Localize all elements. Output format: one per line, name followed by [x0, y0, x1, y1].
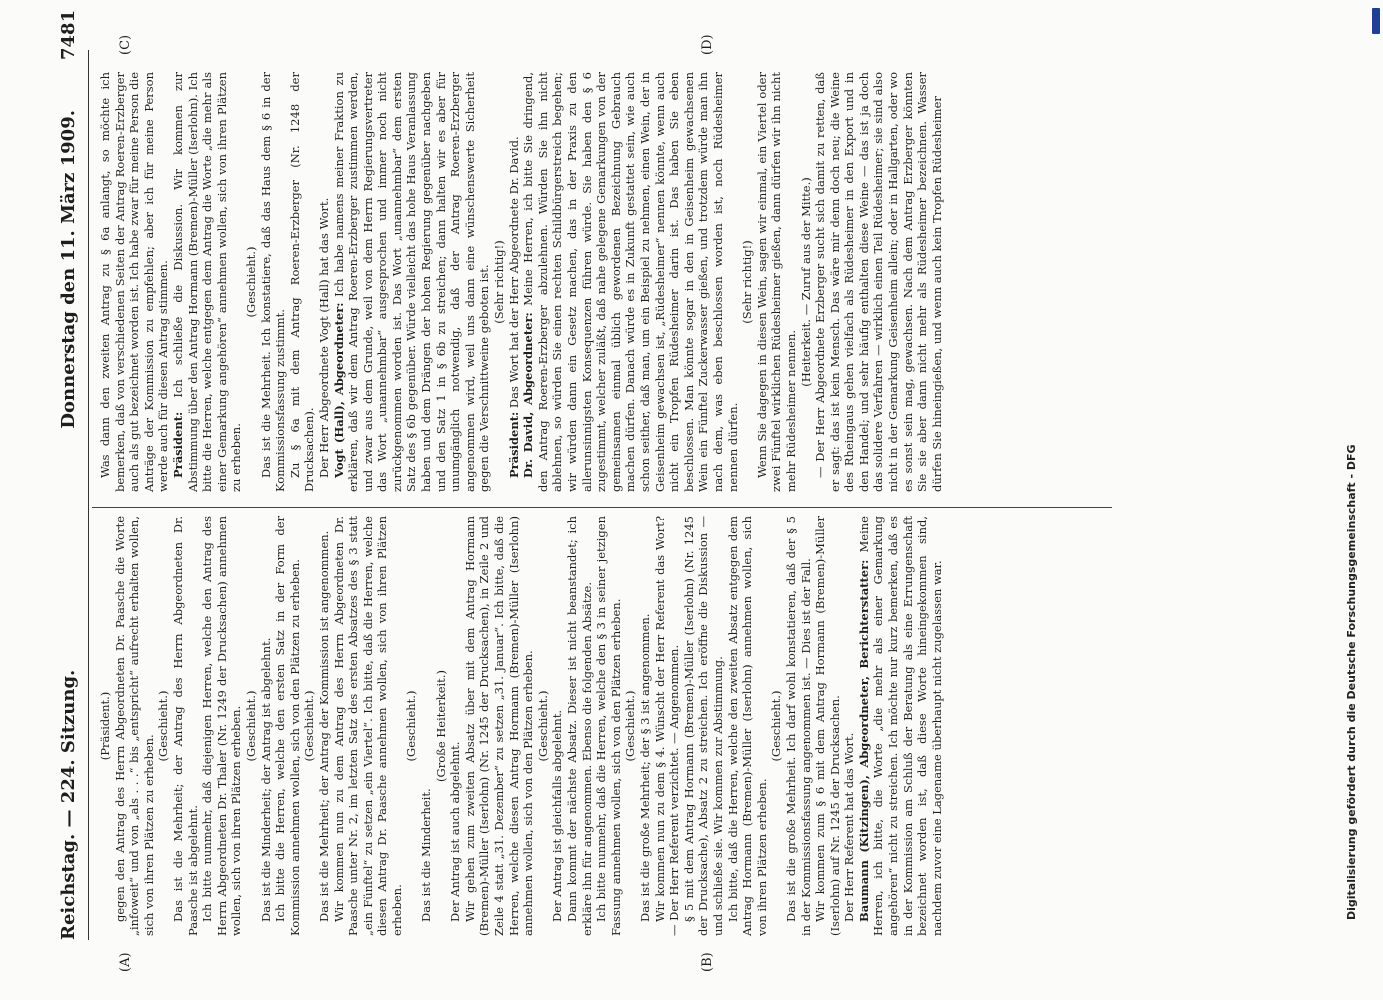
body-paragraph: Das ist die Mehrheit; der Antrag der Kommission ist angenommen.	[316, 530, 331, 922]
body-paragraph: Das ist die Minderheit.	[419, 788, 434, 922]
speech-text: Das Wort hat der Herr Abgeordnete Dr. David.	[506, 136, 521, 412]
stage-direction: (Sehr richtig!)	[740, 240, 755, 324]
speech-paragraph	[521, 72, 740, 492]
speaker-name: Baumann (Kitzingen), Abgeordneter, Berichterstatter:	[856, 559, 871, 922]
stage-direction: (Geschieht.)	[156, 690, 171, 762]
body-paragraph: Was dann den zweiten Antrag zu § 6a anlangt, so möchte ich bemerken, daß von verschiedenen Seiten der Antrag Roeren-Erzberger auch als gut bezeichnet worden ist. Ich habe zwar für meine Person die Anträge der Kommission zu empfehlen; aber ich für meine Person werde auch für diesen Antrag stimmen.	[98, 72, 171, 492]
speech-text: Ich habe namens meiner Fraktion zu erklären, daß wir dem Antrag Roeren-Erzberger zustimmen werden, und zwar aus dem Grunde, weil von dem Herrn Regierungsvertreter das Wort „unannehmbar“ ausgesprochen und immer noch nicht zurückgenommen worden ist. Das Wort „unannehmbar“ dem ersten Satz des § 6b gegenüber. Würde vielleicht das hohe Haus Veranlassung haben und dem Drängen der hohen Regierung gegenüber nachgeben und den Satz 1 in § 6b zu streichen; dann halten wir es aber für unumgänglich notwendig, daß der Antrag Roeren-Erzberger angenommen wird, weil uns dann eine wünschenswerte Sicherheit gegen die Verschnittweine geboten ist.	[331, 71, 492, 492]
body-paragraph: Ich bitte nunmehr, daß die Herren, welche den § 3 in seiner jetzigen Fassung annehmen wollen, sich von den Plätzen erheben.	[594, 516, 623, 936]
body-paragraph: gegen den Antrag des Herrn Abgeordneten Dr. Paasche die Worte „infoweit“ und von „als . . .“ bis „entspricht“ aufrecht erhalten wollen, sich von ihren Plätzen zu erheben.	[112, 516, 156, 936]
stage-direction: (Geschieht.)	[623, 690, 638, 762]
body-paragraph: Das ist die große Mehrheit. Ich darf wohl konstatieren, daß der § 5 in der Kommissionsfassung angenommen ist. — Dies ist der Fall.	[783, 516, 813, 936]
header-left: Reichstag. — 224. Sitzung.	[58, 669, 79, 940]
speaker-name: Präsident:	[506, 411, 521, 478]
body-paragraph: Wenn Sie dagegen in diesen Wein, sagen wir einmal, ein Viertel oder zwei Fünftel wirklichen Rüdesheimer gießen, dann dürfen wir ihn nicht mehr Rüdesheimer nennen.	[754, 72, 798, 492]
header-rule	[88, 50, 89, 940]
body-paragraph: Ich bitte nunmehr, daß diejenigen Herren, welche den Antrag des Herrn Abgeordneten Dr. Thaler (Nr. 1249 der Drucksachen) annehmen wollen, sich von ihren Plätzen erheben.	[200, 516, 244, 936]
body-paragraph: Dann kommt der nächste Absatz. Dieser ist nicht beanstandet; ich erkläre ihn für angenommen. Ebenso die folgenden Absätze.	[565, 516, 594, 936]
digitization-credit: Digitalisierung gefördert durch die Deutsche Forschungsgemeinschaft - DFG	[1345, 444, 1358, 920]
stage-direction: (Geschieht.)	[302, 690, 317, 762]
column-divider	[92, 507, 1112, 508]
speaker-name: Präsident:	[170, 411, 185, 478]
body-paragraph: Wir gehen zum zweiten Absatz über mit dem Antrag Hormann (Bremen)-Müller (Iserlohn) (Nr. 1245 der Drucksachen), in Zeile 2 und Zeile 4 statt „31. Dezember“ zu setzen „31. Januar“. Ich bitte, daß die Herren, welche diesen Antrag Hormann (Bremen)-Müller (Iserlohn) annehmen wollen, sich von den Plätzen erheben.	[462, 516, 536, 936]
speaker-name: Dr. David, Abgeordneter:	[521, 312, 536, 478]
stage-direction: (Geschieht.)	[769, 690, 784, 762]
body-paragraph: Zu § 6a mit dem Antrag Roeren-Erzberger (Nr. 1248 der Drucksachen).	[287, 72, 317, 492]
body-paragraph: Ich bitte die Herren, welche den ersten Satz in der Form der Kommission annehmen wollen, sich von den Plätzen zu erheben.	[273, 516, 302, 936]
body-paragraph: — Der Herr Abgeordnete Erzberger sucht sich damit zu retten, daß er sagt: das ist kein Mensch. Das wäre mir denn doch neu; die Weine des Rheingaus gehen vielfach als Rüdesheimer in den Export und in den Handel; und sehr häufig enthalten diese Weine — das ist ja doch das solidere Verfahren — wirklich einen Teil Rüdesheimer; sie sind also nicht in der Gemarkung Geisenheim allein; oder in Hallgarten, oder wo es sonst sein mag, gewachsen. Nach dem Antrag Erzberger könnten Sie sie aber dann nicht mehr als Rüdesheimer bezeichnen. Wasser dürfen Sie hineingießen, und wenn auch kein Tropfen Rüdesheimer	[813, 72, 944, 492]
stage-direction: (Präsident.)	[98, 691, 112, 761]
speech-text: Ich schließe die Diskussion. Wir kommen zur Abstimmung über den Antrag Hormann (Bremen)-Müller (Iserlohn). Ich bitte die Herren, welche entgegen dem Antrag die Worte „die mehr als einer Gemarkung angehören“ annehmen wollen, sich von ihren Plätzen zu erheben.	[170, 72, 244, 492]
stage-direction: (Geschieht.)	[404, 690, 419, 762]
stage-direction: (Geschieht.)	[535, 690, 550, 762]
stage-direction: (Geschieht.)	[243, 690, 258, 762]
header-date: Donnerstag den 11. März 1909.	[58, 110, 79, 429]
speaker-name: Vogt (Hall), Abgeordneter:	[331, 302, 346, 478]
speech-text: Meine Herren, ich bitte, die Worte „die mehr als einer Gemarkung angehören“ nicht zu streichen. Ich möchte nur kurz bemerken, daß es in der Kommission am Schluß der Beratung als eine Errungenschaft bezeichnet worden ist, daß diese Worte hineingekommen sind, nachdem zuvor eine Lagename überhaupt nicht zugelassen war.	[856, 516, 944, 936]
body-paragraph: Der Herr Referent hat das Wort.	[842, 732, 857, 922]
speech-paragraph	[507, 72, 522, 492]
body-paragraph: Wir kommen zum § 6 mit dem Antrag Hormann (Bremen)-Müller (Iserlohn) auf Nr. 1245 der Drucksachen.	[813, 516, 842, 936]
left-column	[98, 516, 944, 936]
page-header	[58, 9, 88, 940]
stage-direction: (Sehr richtig!)	[492, 240, 507, 324]
body-paragraph: Ich bitte, daß die Herren, welche den zweiten Absatz entgegen dem Antrag Hormann (Bremen)-Müller (Iserlohn) annehmen wollen, sich von ihren Plätzen erheben.	[725, 516, 769, 936]
body-paragraph: Der Antrag ist gleichfalls abgelehnt.	[550, 709, 565, 922]
speech-paragraph	[857, 516, 945, 936]
body-paragraph: Das ist die Mehrheit. Ich konstatiere, daß das Haus dem § 6 in der Kommissionsfassung zustimmt.	[258, 72, 288, 492]
stage-direction: (Heiterkeit. — Zuruf aus der Mitte.)	[798, 177, 813, 387]
body-paragraph: Das ist die Minderheit; der Antrag ist abgelehnt.	[258, 637, 273, 922]
body-paragraph: Der Antrag ist auch abgelehnt.	[448, 741, 463, 922]
speech-paragraph	[332, 72, 493, 492]
margin-mark-c: (C)	[118, 34, 133, 55]
speech-paragraph	[171, 72, 244, 492]
body-paragraph: Der Herr Abgeordnete Vogt (Hall) hat das Wort.	[316, 197, 331, 478]
body-paragraph: Das ist die Mehrheit; der Antrag des Herrn Abgeordneten Dr. Paasche ist abgelehnt.	[170, 516, 200, 936]
body-paragraph: Das ist die große Mehrheit; der § 3 ist angenommen.	[637, 613, 652, 922]
stage-direction: (Große Heiterkeit.)	[433, 670, 448, 782]
margin-mark-a: (A)	[118, 952, 133, 972]
margin-mark-b: (B)	[700, 952, 715, 972]
stage-direction: (Geschieht.)	[243, 246, 258, 318]
body-paragraph: § 5 mit dem Antrag Hormann (Bremen)-Müller (Iserlohn) (Nr. 1245 der Drucksache), Absatz 2 zu streichen. Ich eröffne die Diskussion — und schließe sie. Wir kommen zur Abstimmung.	[681, 516, 725, 936]
body-paragraph: Wir kommen nun zu dem Antrag des Herrn Abgeordneten Dr. Paasche unter Nr. 2, im letzten Satz des ersten Absatzes des § 3 statt „ein Fünftel“ zu setzen „ein Viertel“. Ich bitte, daß die Herren, welche diesen Antrag Dr. Paasche annehmen wollen, sich von ihren Plätzen erheben.	[331, 516, 404, 936]
body-paragraph: Wir kommen nun zu dem § 4. Wünscht der Herr Referent das Wort? — Der Herr Referent verzichtet. — Angenommen.	[652, 516, 682, 936]
page-number: 7481	[58, 9, 79, 60]
speech-text: Meine Herren, ich bitte Sie dringend, den Antrag Roeren-Erzberger abzulehnen. Würden Sie ihn nicht ablehnen, so würden Sie einen rechten Schildbürgerstreich begehen; wir würden dann ein Gesetz machen, das in der Praxis zu den allerunsinnigsten Konsequenzen führen würde. Sie haben den § 6 zugestimmt, welcher zuläßt, daß nahe gelegene Gemarkungen von der gemeinsamen einmal üblich gewordenen Bezeichnung Gebrauch machen dürfen. Danach würde es in Zukunft gestattet sein, wie auch schon seither, daß man, um ein Beispiel zu nehmen, einen Wein, der in Geisenheim gewachsen ist, „Rüdesheimer“ nennen könnte, wenn auch nicht ein Tropfen Rüdesheimer darin ist. Das haben Sie eben beschlossen. Man könnte sogar in den in Geisenheim gewachsenen Wein ein Fünftel Zuckerwasser gießen, und trotzdem würde man ihn nach dem, was eben beschlossen worden ist, noch Rüdesheimer nennen dürfen.	[521, 72, 740, 492]
right-column	[98, 72, 944, 492]
margin-mark-d: (D)	[700, 34, 715, 55]
